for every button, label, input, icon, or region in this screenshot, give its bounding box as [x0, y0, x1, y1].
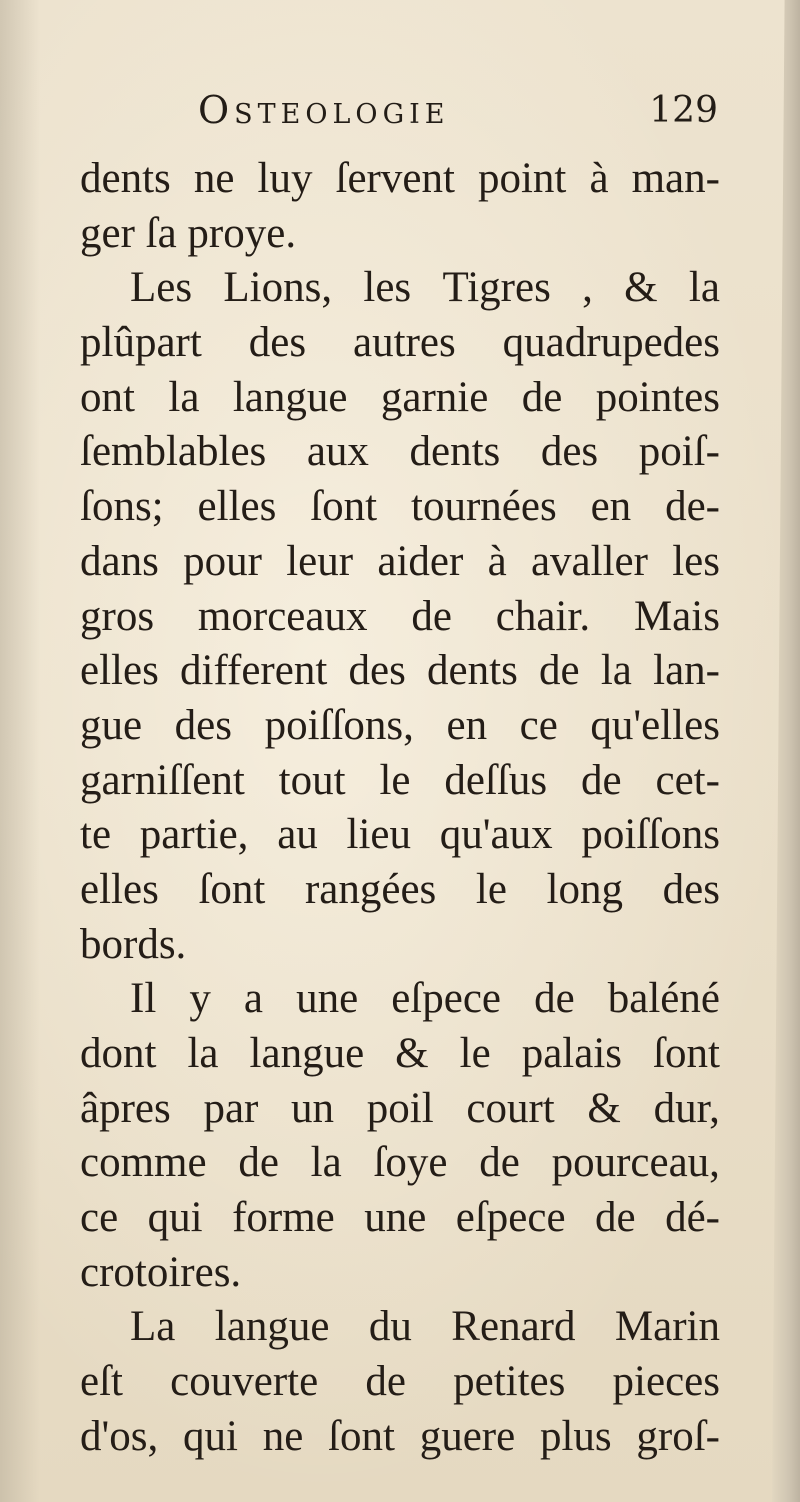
- text-line: garniſſent tout le deſſus de cet-: [80, 756, 720, 804]
- text-line: dans pour leur aider à avaller les: [80, 537, 720, 585]
- text-line: Les Lions, les Tigres , & la: [130, 264, 720, 312]
- text-line: La langue du Renard Marin: [130, 1303, 720, 1351]
- page-gutter-shadow: [0, 0, 40, 1502]
- running-title: Osteologie: [198, 88, 450, 132]
- text-line: comme de la ſoye de pourceau,: [80, 1139, 720, 1187]
- text-line: ſons; elles ſont tournées en de-: [80, 483, 720, 531]
- text-line: ger ſa proye.: [80, 209, 297, 257]
- text-line: ſemblables aux dents des poiſ-: [80, 428, 720, 476]
- text-line: eſt couverte de petites pieces: [80, 1358, 720, 1406]
- text-line: gros morceaux de chair. Mais: [80, 592, 720, 640]
- page-number: 129: [649, 90, 718, 131]
- text-line: ce qui forme une eſpece de dé-: [80, 1194, 720, 1242]
- text-line: elles different des dents de la lan-: [80, 647, 720, 695]
- text-line: d'os, qui ne ſont guere plus groſ-: [80, 1412, 720, 1460]
- text-line: te partie, au lieu qu'aux poiſſons: [80, 811, 720, 859]
- running-header: [198, 88, 718, 148]
- text-line: gue des poiſſons, en ce qu'elles: [80, 701, 720, 749]
- text-line: ont la langue garnie de pointes: [80, 373, 720, 421]
- text-line: crotoires.: [80, 1248, 242, 1296]
- text-line: elles ſont rangées le long des: [80, 865, 720, 913]
- text-line: âpres par un poil court & dur,: [80, 1084, 720, 1132]
- page-edge: [772, 0, 800, 1502]
- text-line: plûpart des autres quadrupedes: [80, 319, 720, 367]
- text-line: Il y a une eſpece de baléné: [130, 975, 720, 1023]
- text-line: dents ne luy ſervent point à man-: [80, 155, 720, 202]
- text-line: bords.: [80, 920, 187, 968]
- body-text: [80, 152, 720, 1465]
- text-line: dont la langue & le palais ſont: [80, 1030, 720, 1077]
